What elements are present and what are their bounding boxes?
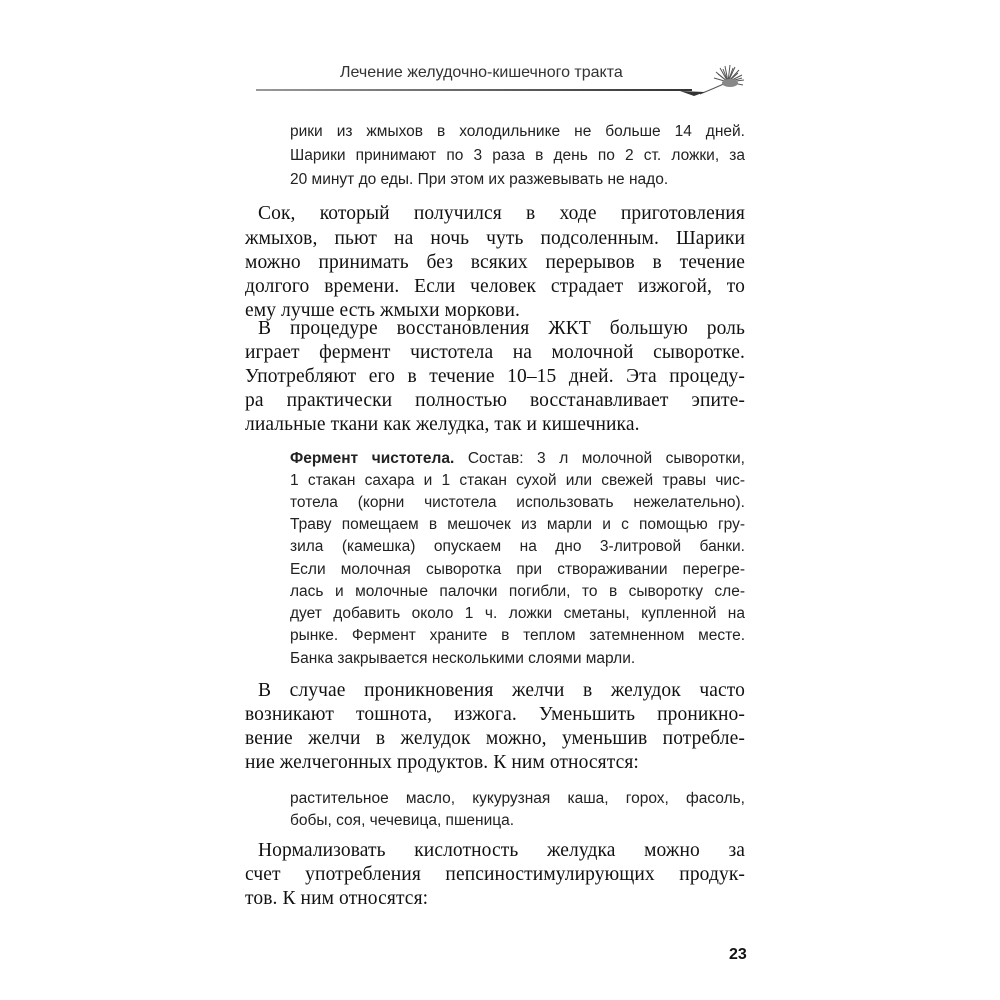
text-line: Шарики принимают по 3 раза в день по 2 ст. ложки, за [290, 147, 745, 164]
text-line: Сок, который получился в ходе приготовления [258, 203, 745, 224]
text-line: играет фермент чистотела на молочной сыворотке. [245, 342, 745, 363]
text-line: зила (камешка) опускаем на дно 3-литровой банки. [290, 538, 745, 555]
header-rule [256, 89, 692, 91]
text-line: рики из жмыхов в холодильнике не больше 14 дней. [290, 123, 745, 140]
text-line: дует добавить около 1 ч. ложки сметаны, купленной на [290, 605, 745, 622]
text-line: В случае проникновения желчи в желудок часто [258, 680, 745, 701]
text-line: возникают тошнота, изжога. Уменьшить проникно- [245, 704, 745, 725]
running-header-title: Лечение желудочно-кишечного тракта [340, 64, 623, 81]
text-line: Траву помещаем в мешочек из марли и с помощью гру- [290, 516, 745, 533]
text-line: 1 стакан сахара и 1 стакан сухой или свежей травы чис- [290, 472, 745, 489]
text-line [290, 450, 745, 468]
text-line: жмыхов, пьют на ночь чуть подсоленным. Шарики [245, 228, 745, 249]
page-number: 23 [729, 946, 747, 963]
text-line: Употребляют его в течение 10–15 дней. Эта процеду- [245, 366, 745, 387]
recipe-text: Состав: 3 л молочной сыворотки, [467, 450, 745, 467]
text-line: Банка закрывается несколькими слоями марли. [290, 650, 636, 667]
text-line: ему лучше есть жмыхи моркови. [245, 300, 521, 321]
text-line: ра практически полностью восстанавливает эпите- [245, 390, 745, 411]
text-line: 20 минут до еды. При этом их разжевывать не надо. [290, 171, 669, 188]
text-line: Нормализовать кислотность желудка можно за [258, 840, 745, 861]
text-line: рынке. Фермент храните в теплом затемненном месте. [290, 627, 745, 644]
recipe-title: Фермент чистотела. [290, 450, 455, 467]
text-line: Если молочная сыворотка при створаживании перегре- [290, 561, 745, 578]
text-line: тов. К ним относятся: [245, 888, 429, 909]
text-line: ние желчегонных продуктов. К ним относятся: [245, 752, 639, 773]
text-line: вение желчи в желудок можно, уменьшив потребле- [245, 728, 745, 749]
text-line: растительное масло, кукурузная каша, горох, фасоль, [290, 790, 745, 807]
text-line: долгого времени. Если человек страдает изжогой, то [245, 276, 745, 297]
text-line: В процедуре восстановления ЖКТ большую роль [258, 318, 745, 339]
text-line: лась и молочные палочки погибли, то в сыворотку сле- [290, 583, 745, 600]
text-line: бобы, соя, чечевица, пшеница. [290, 812, 515, 829]
flower-ornament-icon [680, 52, 750, 102]
text-line: тотела (корни чистотела использовать нежелательно). [290, 494, 745, 511]
text-line: счет употребления пепсиностимулирующих продук- [245, 864, 745, 885]
text-line: лиальные ткани как желудка, так и кишечника. [245, 414, 640, 435]
text-line: можно принимать без всяких перерывов в течение [245, 252, 745, 273]
